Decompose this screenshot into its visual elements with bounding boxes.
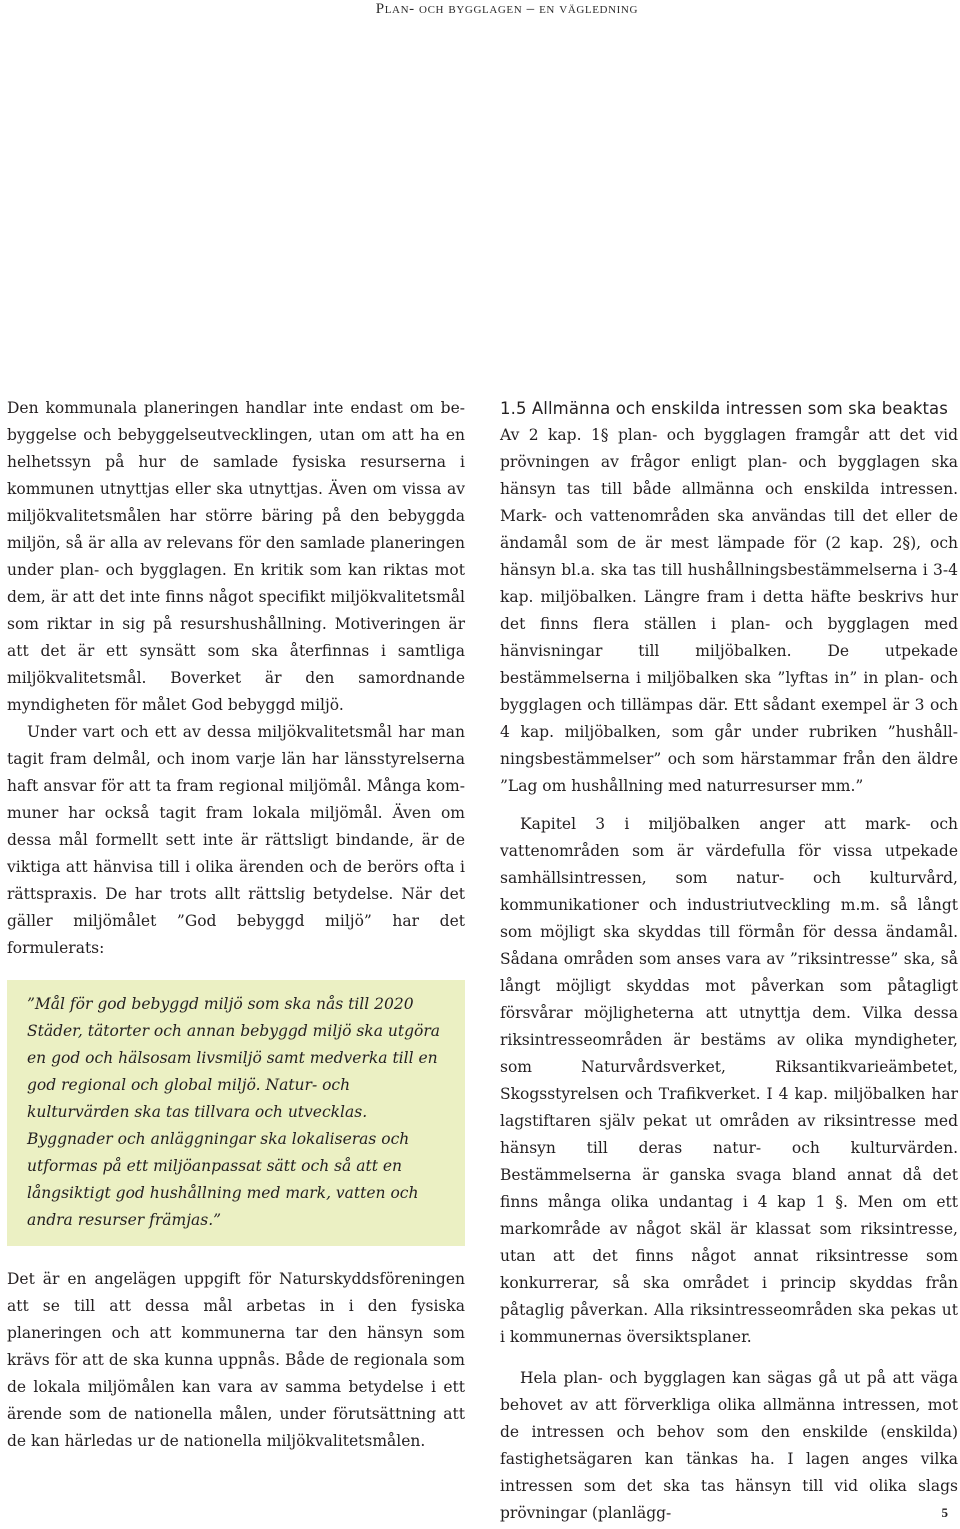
body-paragraph: Det är en angelägen uppgift för Naturskyddsföreningen att se till att dessa mål arbetas in i den fysiska planeringen och att kommunerna tar den hänsyn som krävs för att de ska kunna uppnås. Både de regionala som de lokala miljömålen kan vara av samma betydelse i ett ärende som de nationella målen, under förutsättning att de kan härledas ur de nationella miljökvalitetsmålen.	[7, 1270, 465, 1450]
body-paragraph: Den kommunala planeringen handlar inte endast om bebyggelse och bebyggelseutvecklingen, utan om att ha en helhetssyn på hur de samlade fysiska resurserna i kommunen utnyttjas eller ska utnyttjas. Även om vissa av miljökvalitetsmålen har större bäring på den bebyggda miljön, så är alla av relevans för den samlade planeringen under plan- och bygglagen. En kritik som kan riktas mot dem, är att det inte finns något specifikt miljökvalitetsmål som riktar in sig på resurshushållning. Motiveringen är att det är ett synsätt som ska återfinnas i samtliga miljökvalitetsmål. Boverket är den samordnande myndigheten för målet God bebyggd miljö.	[7, 399, 465, 714]
running-header-title: Plan- och bygglagen – en vägledning	[375, 1, 638, 17]
section-heading: 1.5 Allmänna och enskilda intressen som ska beaktas	[500, 399, 948, 418]
body-paragraph: Hela plan- och bygglagen kan sägas gå ut på att väga behovet av att förverkliga olika allmänna intressen, mot de intressen och behov som den enskilde (enskilda) fastighetsägaren kan tänkas ha. I lagen anges vilka intressen som det ska tas hänsyn till vid olika slags prövningar (planlägg-	[500, 1369, 958, 1522]
left-column	[7, 395, 465, 1455]
body-paragraph: Av 2 kap. 1§ plan- och bygglagen framgår att det vid prövningen av frågor enligt plan- och bygglagen ska hänsyn tas till både allmänna och enskilda intressen. Mark- och vattenområden ska användas till det eller de ändamål som de är mest lämpade för (2 kap. 2§), och hänsyn bl.a. ska tas till hushållningsbestämmelserna i 3-4 kap. miljöbalken. Längre fram i detta häfte beskrivs hur det finns flera ställen i plan- och bygglagen med hänvisningar till miljöbalken. De utpekade bestämmelserna i miljöbalken ska ”lyftas in” in plan- och bygglagen och tillämpas där. Ett sådant exempel är 3 och 4 kap. miljöbalken, som går under rubriken ”hushållningsbestämmelser” och som härstammar från den äldre ”Lag om hushållning med naturresurser mm.”	[500, 426, 958, 795]
quote-box	[7, 980, 465, 1246]
page-number: 5	[941, 1505, 948, 1520]
body-paragraph: Kapitel 3 i miljöbalken anger att mark- och vattenområden som är värdefulla för vissa utpekade samhällsintressen, som natur- och kulturvård, kommunikationer och industriutveckling m.m. så långt som möjligt ska skyddas till förmån för dessa ändamål. Sådana områden som anses vara av ”riksintresse” ska, så långt möjligt skyddas mot påverkan som påtagligt försvårar möjligheterna att utnyttja dem. Vilka dessa riksintresseområden är bestäms av olika myndigheter, som Naturvårdsverket, Riksantikvarieämbetet, Skogsstyrelsen och Trafikverket. I 4 kap. miljöbalken har lagstiftaren själv pekat ut områden av riksintresse med hänsyn till deras natur- och kulturvärden. Bestämmelserna är ganska svaga bland annat då det finns många olika undantag i 4 kap 1 §. Men om ett markområde av något skäl är klassat som riksintresse, utan att det finns något annat riksintresse som konkurrerar, så ska området i princip skyddas från påtaglig påverkan. Alla riksintresseområden ska pekas ut i kommunernas översiktsplaner.	[500, 815, 958, 1346]
running-header	[78, 0, 638, 18]
right-column	[500, 395, 958, 1527]
body-paragraph: Under vart och ett av dessa miljökvalitetsmål har man tagit fram delmål, och inom varje län har länsstyrelserna haft ansvar för att ta fram regional miljömål. Många kommuner har också tagit fram lokala miljömål. Även om dessa mål formellt sett inte är rättsligt bindande, är de viktiga att hänvisa till i olika ärenden och de berörs ofta i rättspraxis. De har trots allt rättslig betydelse. När det gäller miljömålet ”God bebyggd miljö” har det formulerats:	[7, 723, 465, 957]
quote-text: ”Mål för god bebyggd miljö som ska nås till 2020 Städer, tätorter och annan bebyggd miljö ska utgöra en god och hälsosam livsmiljö samt medverka till en god regional och global miljö. Natur- och kulturvärden ska tas tillvara och utvecklas. Byggnader och anläggningar ska lokaliseras och utformas på ett miljöanpassat sätt och så att en långsiktigt god hushållning med mark, vatten och andra resurser främjas.”	[27, 995, 440, 1229]
